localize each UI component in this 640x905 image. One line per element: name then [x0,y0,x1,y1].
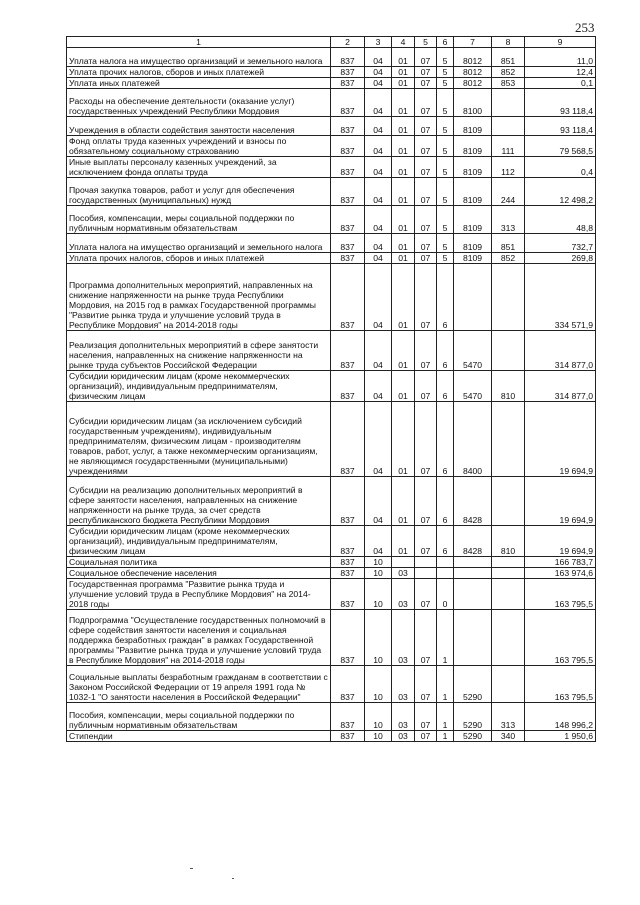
row-name-cell: Субсидии на реализацию дополнительных мероприятий в сфере занятости населения, направленных на снижение напряженности на рынке труда, за счет средств республиканского бюджета Республики Мордовия [67,477,331,526]
row-name-cell: Программа дополнительных мероприятий, направленных на снижение напряженности на рынке труда Республики Мордовия, на 2015 год в рамках Государственной программы "Развитие рынка труда и улучшение условий труда в Республике Мордовия" на 2014-2018 годы [67,264,331,331]
row-chapter-cell: 837 [331,703,365,731]
row-program-cell: 07 [415,178,437,206]
row-program-cell [415,557,437,568]
row-type-cell: 340 [492,731,525,742]
row-name-cell: Фонд оплаты труда казенных учреждений и взносы по обязательному социальному страхованию [67,136,331,157]
table-row [67,234,596,253]
row-type-cell: 852 [492,67,525,78]
table-row [67,703,596,731]
row-type-cell [492,331,525,371]
row-type-cell [492,557,525,568]
row-subprogram-cell: 5 [437,234,454,253]
row-subprogram-cell: 5 [437,48,454,67]
row-subprogram-cell: 5 [437,117,454,136]
row-subprogram-cell: 5 [437,178,454,206]
row-target-cell: 8109 [454,157,492,178]
row-amount-cell: 148 996,2 [525,703,596,731]
row-name-cell: Подпрограмма "Осуществление государственных полномочий в сфере содействия занятости населения и социальная поддержка безработных граждан" в рамках Государственной программы "Развитие рынка труда и улучшение условий труда в Республике Мордовия" на 2014-2018 годы [67,610,331,666]
row-name-cell: Субсидии юридическим лицам (за исключением субсидий государственным учреждениям), индивидуальным предпринимателям, физическим лицам - производителям товаров, работ, услуг, а также некоммерческим организациям, не являющимся государственными (муниципальными) учреждениями [67,402,331,477]
row-target-cell: 8109 [454,234,492,253]
row-subprogram-cell: 5 [437,78,454,89]
row-program-cell: 07 [415,477,437,526]
row-amount-cell: 11,0 [525,48,596,67]
row-target-cell: 8100 [454,89,492,117]
row-section-cell: 10 [365,703,392,731]
row-type-cell: 810 [492,526,525,557]
row-type-cell: 313 [492,206,525,234]
row-subsection-cell: 01 [392,371,415,402]
row-section-cell: 04 [365,117,392,136]
row-type-cell [492,568,525,579]
row-program-cell: 07 [415,89,437,117]
row-section-cell: 10 [365,557,392,568]
row-amount-cell: 19 694,9 [525,477,596,526]
header-cell: 1 [67,37,331,48]
row-subprogram-cell: 5 [437,253,454,264]
row-section-cell: 10 [365,666,392,703]
row-subprogram-cell: 5 [437,206,454,234]
table-row [67,731,596,742]
row-section-cell: 04 [365,78,392,89]
row-subsection-cell: 01 [392,48,415,67]
row-program-cell: 07 [415,67,437,78]
row-target-cell: 8012 [454,78,492,89]
row-target-cell [454,557,492,568]
row-amount-cell: 19 694,9 [525,526,596,557]
row-type-cell [492,610,525,666]
header-cell: 2 [331,37,365,48]
row-name-cell: Стипендии [67,731,331,742]
table-row [67,48,596,67]
table-row [67,568,596,579]
row-type-cell: 313 [492,703,525,731]
row-subsection-cell: 03 [392,731,415,742]
row-name-cell: Государственная программа "Развитие рынка труда и улучшение условий труда в Республике Мордовия" на 2014-2018 годы [67,579,331,610]
row-target-cell [454,610,492,666]
row-amount-cell: 163 795,5 [525,610,596,666]
row-type-cell: 853 [492,78,525,89]
row-subprogram-cell [437,568,454,579]
row-section-cell: 04 [365,331,392,371]
row-target-cell: 5290 [454,703,492,731]
row-subsection-cell: 01 [392,253,415,264]
row-section-cell: 04 [365,402,392,477]
scan-mark [190,868,193,869]
row-program-cell: 07 [415,526,437,557]
table-row [67,136,596,157]
header-cell: 5 [415,37,437,48]
row-amount-cell: 732,7 [525,234,596,253]
row-chapter-cell: 837 [331,67,365,78]
row-type-cell: 810 [492,371,525,402]
row-amount-cell: 93 118,4 [525,89,596,117]
row-subsection-cell: 01 [392,526,415,557]
row-amount-cell: 163 795,5 [525,666,596,703]
row-subprogram-cell: 6 [437,331,454,371]
row-subprogram-cell: 5 [437,89,454,117]
row-subsection-cell: 01 [392,178,415,206]
row-subsection-cell: 01 [392,136,415,157]
row-chapter-cell: 837 [331,48,365,67]
row-target-cell: 8109 [454,178,492,206]
table-row [67,477,596,526]
row-subprogram-cell: 6 [437,402,454,477]
row-program-cell: 07 [415,48,437,67]
row-target-cell: 5290 [454,731,492,742]
table-row [67,579,596,610]
row-type-cell: 112 [492,157,525,178]
row-subsection-cell: 01 [392,67,415,78]
row-section-cell: 04 [365,67,392,78]
row-subprogram-cell: 6 [437,264,454,331]
row-program-cell: 07 [415,371,437,402]
row-amount-cell: 163 795,5 [525,579,596,610]
row-section-cell: 04 [365,526,392,557]
row-target-cell [454,579,492,610]
row-chapter-cell: 837 [331,579,365,610]
header-cell: 6 [437,37,454,48]
row-subsection-cell: 01 [392,331,415,371]
table-row [67,331,596,371]
row-target-cell: 8109 [454,206,492,234]
row-target-cell: 8428 [454,526,492,557]
budget-table [66,36,596,742]
row-target-cell: 8109 [454,136,492,157]
row-subsection-cell [392,557,415,568]
row-name-cell: Расходы на обеспечение деятельности (оказание услуг) государственных учреждений Республики Мордовия [67,89,331,117]
table-row [67,178,596,206]
row-chapter-cell: 837 [331,331,365,371]
row-amount-cell: 314 877,0 [525,331,596,371]
row-name-cell: Учреждения в области содействия занятости населения [67,117,331,136]
row-chapter-cell: 837 [331,117,365,136]
row-chapter-cell: 837 [331,253,365,264]
table-row [67,67,596,78]
row-name-cell: Социальное обеспечение населения [67,568,331,579]
row-amount-cell: 19 694,9 [525,402,596,477]
row-name-cell: Уплата налога на имущество организаций и земельного налога [67,48,331,67]
row-amount-cell: 269,8 [525,253,596,264]
row-amount-cell: 0,4 [525,157,596,178]
row-name-cell: Уплата прочих налогов, сборов и иных платежей [67,67,331,78]
row-subprogram-cell: 5 [437,136,454,157]
row-type-cell [492,264,525,331]
row-type-cell [492,117,525,136]
row-chapter-cell: 837 [331,206,365,234]
row-chapter-cell: 837 [331,178,365,206]
row-name-cell: Прочая закупка товаров, работ и услуг для обеспечения государственных (муниципальных) нужд [67,178,331,206]
table-row [67,666,596,703]
row-subsection-cell: 01 [392,206,415,234]
table-row [67,206,596,234]
row-subsection-cell: 01 [392,157,415,178]
row-name-cell: Социальная политика [67,557,331,568]
row-target-cell: 8012 [454,48,492,67]
row-type-cell: 851 [492,48,525,67]
row-target-cell: 5290 [454,666,492,703]
row-section-cell: 04 [365,157,392,178]
row-section-cell: 10 [365,579,392,610]
row-chapter-cell: 837 [331,526,365,557]
header-cell: 3 [365,37,392,48]
row-chapter-cell: 837 [331,89,365,117]
row-amount-cell: 163 974,6 [525,568,596,579]
row-section-cell: 10 [365,610,392,666]
row-name-cell: Реализация дополнительных мероприятий в сфере занятости населения, направленных на снижение напряженности на рынке труда субъектов Российской Федерации [67,331,331,371]
row-program-cell: 07 [415,234,437,253]
row-chapter-cell: 837 [331,157,365,178]
row-name-cell: Уплата прочих налогов, сборов и иных платежей [67,253,331,264]
row-program-cell [415,568,437,579]
table-row [67,78,596,89]
table-row [67,371,596,402]
row-chapter-cell: 837 [331,234,365,253]
row-amount-cell: 48,8 [525,206,596,234]
row-type-cell: 111 [492,136,525,157]
row-amount-cell: 12,4 [525,67,596,78]
row-amount-cell: 166 783,7 [525,557,596,568]
row-subsection-cell: 03 [392,703,415,731]
scan-mark [232,878,234,879]
row-chapter-cell: 837 [331,78,365,89]
row-amount-cell: 0,1 [525,78,596,89]
row-section-cell: 04 [365,89,392,117]
row-target-cell [454,568,492,579]
table-row [67,526,596,557]
row-subsection-cell: 01 [392,234,415,253]
row-amount-cell: 334 571,9 [525,264,596,331]
row-chapter-cell: 837 [331,264,365,331]
row-program-cell: 07 [415,331,437,371]
row-subprogram-cell: 1 [437,610,454,666]
row-subsection-cell: 01 [392,78,415,89]
row-target-cell: 8400 [454,402,492,477]
row-type-cell: 851 [492,234,525,253]
row-amount-cell: 314 877,0 [525,371,596,402]
row-program-cell: 07 [415,78,437,89]
table-row [67,253,596,264]
row-amount-cell: 1 950,6 [525,731,596,742]
row-amount-cell: 12 498,2 [525,178,596,206]
row-program-cell: 07 [415,157,437,178]
row-program-cell: 07 [415,579,437,610]
row-name-cell: Уплата налога на имущество организаций и земельного налога [67,234,331,253]
row-subprogram-cell: 6 [437,477,454,526]
row-target-cell: 8109 [454,253,492,264]
row-target-cell: 5470 [454,371,492,402]
row-subprogram-cell: 6 [437,371,454,402]
page-number: 253 [575,20,595,35]
header-cell: 7 [454,37,492,48]
row-section-cell: 10 [365,568,392,579]
row-name-cell: Уплата иных платежей [67,78,331,89]
row-name-cell: Субсидии юридическим лицам (кроме некоммерческих организаций), индивидуальным предпринимателям, физическим лицам [67,371,331,402]
table-row [67,157,596,178]
row-name-cell: Пособия, компенсации, меры социальной поддержки по публичным нормативным обязательствам [67,206,331,234]
row-chapter-cell: 837 [331,568,365,579]
row-name-cell: Субсидии юридическим лицам (кроме некоммерческих организаций), индивидуальным предпринимателям, физическим лицам [67,526,331,557]
row-subsection-cell: 03 [392,666,415,703]
row-subprogram-cell: 1 [437,703,454,731]
row-target-cell: 8012 [454,67,492,78]
row-chapter-cell: 837 [331,402,365,477]
row-section-cell: 04 [365,206,392,234]
row-type-cell: 244 [492,178,525,206]
row-section-cell: 04 [365,253,392,264]
table-header-row [67,37,596,48]
row-section-cell: 04 [365,178,392,206]
row-program-cell: 07 [415,703,437,731]
row-chapter-cell: 837 [331,371,365,402]
row-chapter-cell: 837 [331,666,365,703]
table-row [67,264,596,331]
table-row [67,117,596,136]
row-subprogram-cell: 1 [437,666,454,703]
row-subsection-cell: 01 [392,402,415,477]
row-program-cell: 07 [415,117,437,136]
row-section-cell: 04 [365,136,392,157]
row-program-cell: 07 [415,136,437,157]
row-target-cell [454,264,492,331]
row-subsection-cell: 03 [392,579,415,610]
row-program-cell: 07 [415,610,437,666]
row-section-cell: 10 [365,731,392,742]
header-cell: 8 [492,37,525,48]
row-amount-cell: 93 118,4 [525,117,596,136]
row-chapter-cell: 837 [331,731,365,742]
row-type-cell [492,402,525,477]
row-section-cell: 04 [365,48,392,67]
row-subprogram-cell: 6 [437,526,454,557]
row-subsection-cell: 03 [392,610,415,666]
row-name-cell: Иные выплаты персоналу казенных учреждений, за исключением фонда оплаты труда [67,157,331,178]
row-name-cell: Пособия, компенсации, меры социальной поддержки по публичным нормативным обязательствам [67,703,331,731]
row-subprogram-cell: 5 [437,157,454,178]
table-row [67,402,596,477]
table-row [67,557,596,568]
row-program-cell: 07 [415,402,437,477]
row-type-cell [492,579,525,610]
row-subprogram-cell [437,557,454,568]
row-program-cell: 07 [415,666,437,703]
row-type-cell: 852 [492,253,525,264]
row-target-cell: 8109 [454,117,492,136]
row-section-cell: 04 [365,264,392,331]
row-section-cell: 04 [365,371,392,402]
row-section-cell: 04 [365,477,392,526]
header-cell: 4 [392,37,415,48]
row-type-cell [492,666,525,703]
row-chapter-cell: 837 [331,610,365,666]
row-chapter-cell: 837 [331,477,365,526]
row-subsection-cell: 03 [392,568,415,579]
row-chapter-cell: 837 [331,136,365,157]
row-section-cell: 04 [365,234,392,253]
row-program-cell: 07 [415,206,437,234]
row-subprogram-cell: 0 [437,579,454,610]
row-name-cell: Социальные выплаты безработным гражданам в соответствии с Законом Российской Федерации от 19 апреля 1991 года № 1032-1 "О занятости населения в Российской Федерации" [67,666,331,703]
row-subsection-cell: 01 [392,117,415,136]
row-target-cell: 8428 [454,477,492,526]
row-type-cell [492,477,525,526]
row-program-cell: 07 [415,264,437,331]
row-subprogram-cell: 5 [437,67,454,78]
row-target-cell: 5470 [454,331,492,371]
row-amount-cell: 79 568,5 [525,136,596,157]
row-subsection-cell: 01 [392,89,415,117]
row-type-cell [492,89,525,117]
row-chapter-cell: 837 [331,557,365,568]
row-subprogram-cell: 1 [437,731,454,742]
table-row [67,610,596,666]
row-program-cell: 07 [415,253,437,264]
row-program-cell: 07 [415,731,437,742]
header-cell: 9 [525,37,596,48]
row-subsection-cell: 01 [392,264,415,331]
table-row [67,89,596,117]
row-subsection-cell: 01 [392,477,415,526]
